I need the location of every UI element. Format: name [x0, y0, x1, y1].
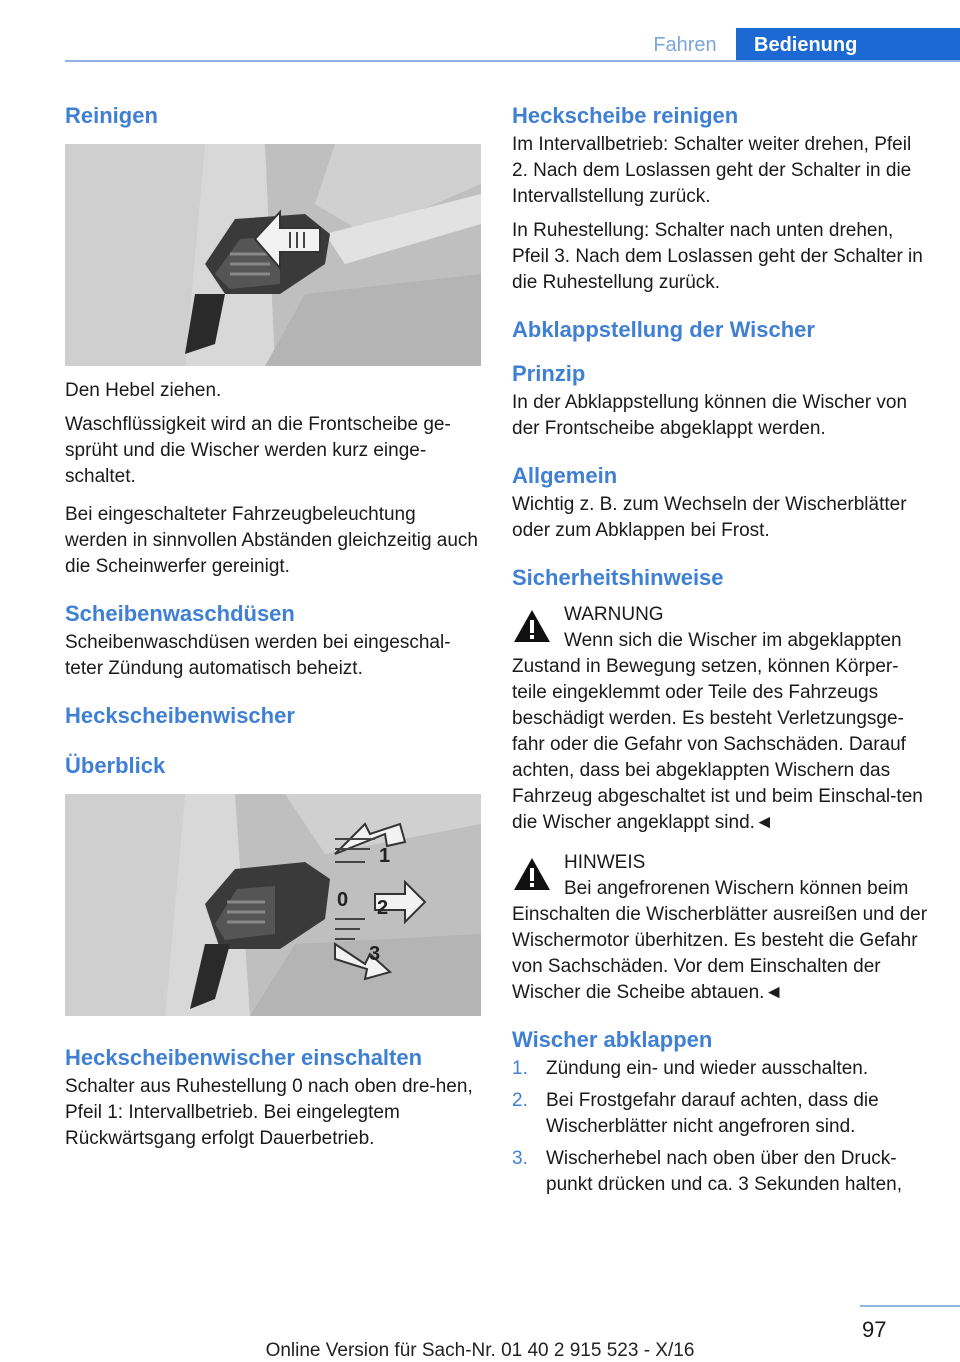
- page-footer: [0, 1305, 960, 1362]
- heading-heckscheibenwischer-einschalten: Heckscheibenwischer einschalten: [65, 1045, 423, 1070]
- heading-allgemein: Allgemein: [512, 463, 618, 488]
- figure-label-3: 3: [369, 943, 381, 965]
- heading-reinigen: Reinigen: [65, 103, 158, 128]
- list-item: [512, 1146, 930, 1198]
- list-item: [512, 1088, 930, 1140]
- heading-wischer-abklappen: Wischer abklappen: [512, 1027, 713, 1052]
- heading-scheibenwaschduesen: Scheibenwaschdüsen: [65, 601, 295, 626]
- hint-block: [512, 850, 930, 1006]
- left-column: [65, 100, 481, 1152]
- heading-abklappstellung: Abklappstellung der Wischer: [512, 317, 815, 342]
- figure-label-2: 2: [377, 897, 389, 919]
- heading-ueberblick: Überblick: [65, 753, 166, 778]
- figure-label-0: 0: [337, 889, 349, 911]
- wiper-lever-illustration: [65, 144, 481, 366]
- step-number: 1.: [512, 1058, 528, 1079]
- paragraph-intervallbetrieb: Im Intervallbetrieb: Schalter weiter drehen, Pfeil 2. Nach dem Loslassen geht der Schalter in die Intervallstellung zurück.: [512, 134, 912, 207]
- step-text: Bei Frostgefahr darauf achten, dass die Wischerblätter nicht angefroren sind.: [546, 1090, 879, 1137]
- tab-bedienung[interactable]: Bedienung: [736, 28, 960, 62]
- heading-prinzip: Prinzip: [512, 361, 586, 386]
- step-text: Wischerhebel nach oben über den Druck-punkt drücken und ca. 3 Sekunden halten,: [546, 1148, 902, 1195]
- paragraph-prinzip: In der Abklappstellung können die Wischer von der Frontscheibe abgeklappt werden.: [512, 392, 908, 439]
- paragraph-duesen: Scheibenwaschdüsen werden bei eingeschal-teter Zündung automatisch beheizt.: [65, 632, 451, 679]
- paragraph-einschalten: Schalter aus Ruhestellung 0 nach oben dre-hen, Pfeil 1: Intervallbetrieb. Bei eingelegtem Rückwärtsgang erfolgt Dauerbetrieb.: [65, 1076, 473, 1149]
- online-version-text: Online Version für Sach-Nr. 01 40 2 915 523 - X/16: [265, 1340, 695, 1361]
- page-number: 97: [860, 1305, 960, 1347]
- figure-wiper-lever-pull: [65, 144, 481, 366]
- right-column: [512, 100, 930, 1204]
- warning-title: WARNUNG: [564, 604, 664, 625]
- tab-fahren[interactable]: Fahren: [653, 34, 717, 56]
- list-item: [512, 1056, 930, 1082]
- hint-triangle-icon: [512, 856, 552, 892]
- figure-label-1: 1: [379, 845, 391, 867]
- page-header: [0, 0, 960, 62]
- paragraph-hebel-ziehen: Den Hebel ziehen.: [65, 380, 222, 401]
- step-text: Zündung ein- und wieder ausschalten.: [546, 1058, 869, 1079]
- heading-heckscheibe-reinigen: Heckscheibe reinigen: [512, 103, 739, 128]
- paragraph-scheinwerfer: Bei eingeschalteter Fahrzeugbeleuchtung werden in sinnvollen Abständen gleichzeitig auch die Scheinwerfer gereinigt.: [65, 504, 478, 577]
- steps-list: [512, 1056, 930, 1198]
- paragraph-allgemein: Wichtig z. B. zum Wechseln der Wischerblätter oder zum Abklappen bei Frost.: [512, 494, 907, 541]
- step-number: 2.: [512, 1090, 528, 1111]
- warning-block: [512, 602, 930, 836]
- hint-text: Bei angefrorenen Wischern können beim Einschalten die Wischerblätter ausreißen und der Wischermotor überhitzen. Es besteht die Gefahr von Sachschäden. Vor dem Einschalten der Wischer die Scheibe abtauen.◄: [512, 878, 928, 1003]
- header-rule: [65, 60, 960, 62]
- figure-rear-wiper-switch: [65, 794, 481, 1016]
- warning-text: Wenn sich die Wischer im abgeklappten Zustand in Bewegung setzen, können Körper-teile eingeklemmt oder Teile des Fahrzeugs beschädigt werden. Es besteht Verletzungsge-fahr oder die Gefahr von Sachschäden. Darauf achten, dass bei abgeklappten Wischern das Fahrzeug abgeschaltet ist und beim Einschal-ten die Wischer angeklappt sind.◄: [512, 630, 923, 833]
- heading-heckscheibenwischer: Heckscheibenwischer: [65, 703, 295, 728]
- warning-triangle-icon: [512, 608, 552, 644]
- rear-wiper-switch-illustration: [65, 794, 481, 1016]
- step-number: 3.: [512, 1148, 528, 1169]
- heading-sicherheitshinweise: Sicherheitshinweise: [512, 565, 724, 590]
- paragraph-ruhestellung: In Ruhestellung: Schalter nach unten drehen, Pfeil 3. Nach dem Loslassen geht der Schalter in die Ruhestellung zurück.: [512, 220, 923, 293]
- hint-title: HINWEIS: [564, 852, 646, 873]
- paragraph-waschfluessigkeit: Waschflüssigkeit wird an die Frontscheibe ge-sprüht und die Wischer werden kurz einge-schaltet.: [65, 414, 451, 487]
